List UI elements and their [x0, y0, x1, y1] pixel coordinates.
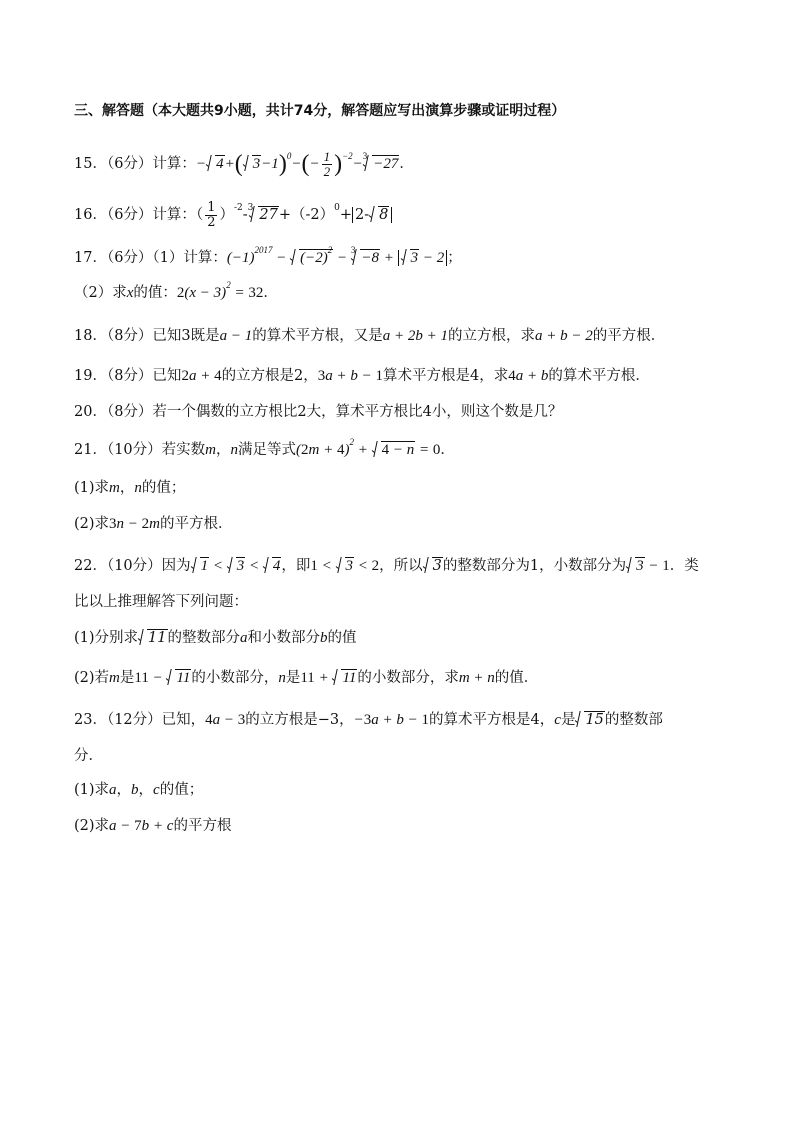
- question-17-part-2: （2）求x的值：$2(x - 3)^2 = 32$．: [74, 280, 278, 301]
- question-21-part-1: (1)求m，n的值；: [74, 480, 186, 496]
- q17-equation: $2(x - 3)^2 = 32$: [176, 280, 264, 301]
- question-18: 18．（8分）已知3既是a − 1的算术平方根，又是a + 2b + 1的立方根，求a + b − 2的平方根．: [74, 328, 666, 344]
- question-21: 21．（10分）若实数m，n满足等式$(2m + 4)^2 + 4 - n = 0$．: [74, 437, 455, 458]
- q15-label: 15．（6分）计算：: [74, 156, 196, 172]
- q17-formula: $(-1)^{2017} - (-2)^2 - ^3 -8 + 3 - 2$: [227, 250, 447, 266]
- question-23: 23．（12分）已知，4a − 3的立方根是−3，−3a + b − 1的算术平方根是4，c是 15的整数部: [74, 712, 663, 728]
- question-22-line-2: 比以上推理解答下列问题：: [74, 594, 248, 610]
- question-23-part-1: (1)求a，b，c的值；: [74, 782, 204, 798]
- question-20: 20．（8分）若一个偶数的立方根比2大，算术平方根比4小，则这个数是几？: [74, 404, 563, 420]
- question-22-part-1: (1)分别求 11的整数部分a和小数部分b的值: [74, 630, 357, 646]
- q15-formula: − 4+( 3−1)$^0$−(− $\frac{1}{2}$ )$^{-2}$−$^3$ −27: [195, 149, 399, 180]
- question-23-line-2: 分．: [74, 748, 103, 764]
- question-17: 17．（6分）（1）计算：$(-1)^{2017} - (-2)^2 - ^3 -8 + 3 - 2$ ；: [74, 245, 462, 266]
- question-16: [74, 198, 392, 230]
- question-22-part-2: (2)若m是11 − 11的小数部分，n是11 + 11的小数部分，求m + n的值．: [74, 670, 539, 686]
- q16-label: 16．（6分）计算：: [74, 207, 196, 223]
- question-15: 15．（6分）计算：− 4+( 3−1)$^0$−(− $\frac{1}{2}$ )$^{-2}$−$^3$ −27．: [74, 149, 414, 180]
- question-22: 22．（10分）因为 1 < 3 < 4，即1 < 3 < 2，所以 3的整数部分为1，小数部分为 3 − 1．类: [74, 558, 699, 574]
- question-19: 19．（8分）已知2a + 4的立方根是2，3a + b − 1算术平方根是4，求4a + b的算术平方根．: [74, 368, 650, 384]
- section-heading: 三、解答题（本大题共9小题，共计74分，解答题应写出演算步骤或证明过程）: [74, 103, 566, 119]
- q17-label: 17．（6分）（1）计算：: [74, 250, 227, 266]
- question-23-part-2: (2)求a − 7b + c的平方根: [74, 818, 232, 834]
- question-21-part-2: (2)求3n − 2m的平方根．: [74, 516, 233, 532]
- q16-formula: （ $\frac{1}{2}$ ）$^{-2}$-$^3$ $27+(-2)^0+ 2-$ 8: [196, 207, 392, 223]
